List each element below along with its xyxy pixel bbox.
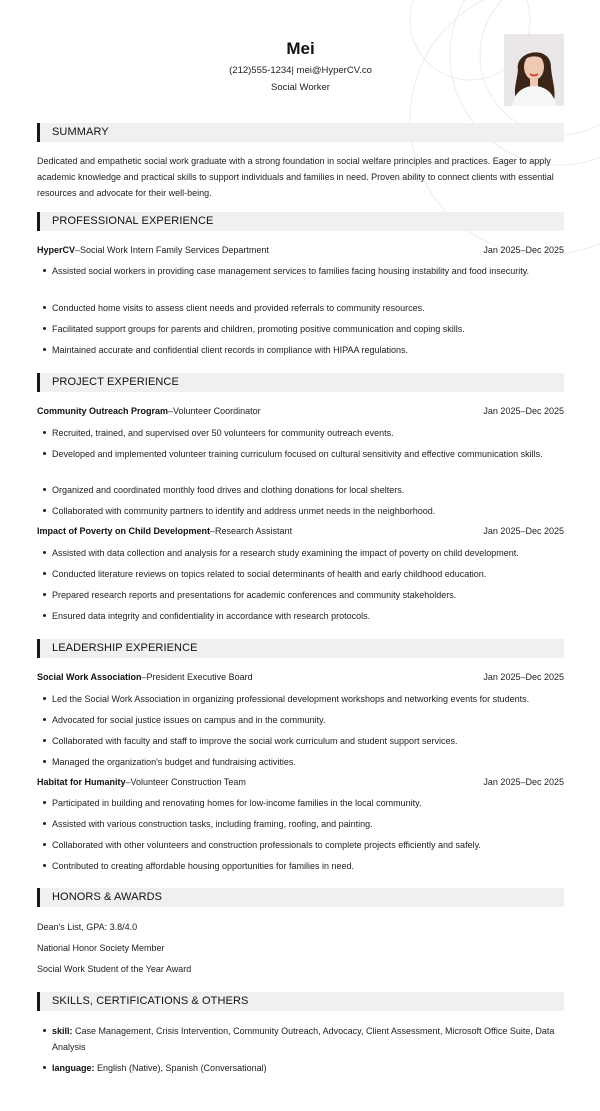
section-accent-bar — [37, 212, 40, 231]
bullet-item: Led the Social Work Association in organizing professional development workshops and networking events for students. — [52, 691, 564, 707]
honor-item: Social Work Student of the Year Award — [37, 964, 192, 974]
bullet-item: Ensured data integrity and confidentiality in accordance with research protocols. — [52, 608, 564, 624]
skills-item — [52, 1023, 564, 1055]
entry-dates: Jan 2025–Dec 2025 — [483, 672, 564, 682]
bullet-item: Prepared research reports and presentations for academic conferences and community stakeholders. — [52, 587, 564, 603]
section-title: HONORS & AWARDS — [52, 891, 163, 903]
section-title: SKILLS, CERTIFICATIONS & OTHERS — [52, 995, 249, 1007]
bullet-item: Contributed to creating affordable housing opportunities for families in need. — [52, 858, 564, 874]
honor-item: National Honor Society Member — [37, 943, 165, 953]
section-accent-bar — [37, 888, 40, 907]
bullet-item: Advocated for social justice issues on campus and in the community. — [52, 712, 564, 728]
profile-photo — [504, 34, 564, 106]
bullet-item: Participated in building and renovating homes for low-income families in the local community. — [52, 795, 564, 811]
bullet-item: Managed the organization's budget and fundraising activities. — [52, 754, 564, 770]
entry-organization: Social Work Association — [37, 672, 142, 682]
leadership-entry — [37, 777, 564, 789]
section-header-honors-awards — [37, 888, 564, 907]
project-entry — [37, 406, 564, 418]
contact-info: (212)555-1234| mei@HyperCV.co — [229, 65, 372, 76]
bullet-item: Conducted literature reviews on topics related to social determinants of health and early childhood education. — [52, 566, 564, 582]
project-entry — [37, 526, 564, 538]
section-accent-bar — [37, 123, 40, 142]
entry-organization: Impact of Poverty on Child Development — [37, 526, 211, 536]
bullet-item: Developed and implemented volunteer training curriculum focused on cultural sensitivity and effective communication skills. — [52, 446, 564, 462]
section-title: LEADERSHIP EXPERIENCE — [52, 642, 198, 654]
bullet-item: Conducted home visits to assess client needs and provided referrals to community resources. — [52, 300, 564, 316]
bullet-item: Maintained accurate and confidential client records in compliance with HIPAA regulations. — [52, 342, 564, 358]
section-header-leadership-experience — [37, 639, 564, 658]
bullet-item: Assisted with data collection and analysis for a research study examining the impact of poverty on child development. — [52, 545, 564, 561]
entry-dates: Jan 2025–Dec 2025 — [483, 406, 564, 416]
bullet-item: Recruited, trained, and supervised over 50 volunteers for community outreach events. — [52, 425, 564, 441]
entry-dates: Jan 2025–Dec 2025 — [483, 777, 564, 787]
entry-organization: HyperCV — [37, 245, 76, 255]
entry-dates: Jan 2025–Dec 2025 — [483, 526, 564, 536]
experience-entry — [37, 245, 564, 257]
section-header-project-experience — [37, 373, 564, 392]
candidate-name: Mei — [286, 39, 315, 58]
bullet-item: Facilitated support groups for parents and children, promoting positive communication and coping skills. — [52, 321, 564, 337]
entry-role: –Volunteer Coordinator — [168, 406, 261, 416]
job-title: Social Worker — [271, 82, 330, 93]
section-title: PROFESSIONAL EXPERIENCE — [52, 215, 214, 227]
skills-key: skill: — [52, 1026, 73, 1036]
entry-role: –Volunteer Construction Team — [125, 777, 246, 787]
section-header-skills — [37, 992, 564, 1011]
entry-role: –Research Assistant — [210, 526, 293, 536]
section-header-professional-experience — [37, 212, 564, 231]
language-item — [52, 1060, 564, 1076]
entry-role: –Social Work Intern Family Services Department — [75, 245, 269, 255]
bullet-item: Assisted with various construction tasks, including framing, roofing, and painting. — [52, 816, 564, 832]
section-title: SUMMARY — [52, 126, 109, 138]
language-value: English (Native), Spanish (Conversational) — [94, 1063, 267, 1073]
leadership-entry — [37, 672, 564, 684]
section-header-summary — [37, 123, 564, 142]
section-accent-bar — [37, 992, 40, 1011]
bullet-item: Collaborated with other volunteers and construction professionals to complete projects efficiently and safely. — [52, 837, 564, 853]
section-accent-bar — [37, 373, 40, 392]
bullet-item: Organized and coordinated monthly food drives and clothing donations for local shelters. — [52, 482, 564, 498]
honor-item: Dean's List, GPA: 3.8/4.0 — [37, 922, 138, 932]
section-title: PROJECT EXPERIENCE — [52, 376, 179, 388]
summary-text: Dedicated and empathetic social work graduate with a strong foundation in social welfare principles and practices. Eager to apply academic knowledge and practical skills to support individuals and families in need. Proven ability to connect clients with essential resources and advocate for their well-being. — [37, 156, 554, 198]
entry-organization: Community Outreach Program — [37, 406, 169, 416]
entry-role: –President Executive Board — [141, 672, 253, 682]
bullet-item: Collaborated with faculty and staff to improve the social work curriculum and student support services. — [52, 733, 564, 749]
bullet-item: Collaborated with community partners to identify and address unmet needs in the neighborhood. — [52, 503, 564, 519]
language-key: language: — [52, 1063, 95, 1073]
skills-value: Case Management, Crisis Intervention, Community Outreach, Advocacy, Client Assessment, Microsoft Office Suite, Data Analysis — [52, 1026, 555, 1052]
entry-dates: Jan 2025–Dec 2025 — [483, 245, 564, 255]
section-accent-bar — [37, 639, 40, 658]
bullet-item: Assisted social workers in providing case management services to families facing housing instability and food insecurity. — [52, 263, 564, 279]
entry-organization: Habitat for Humanity — [37, 777, 126, 787]
